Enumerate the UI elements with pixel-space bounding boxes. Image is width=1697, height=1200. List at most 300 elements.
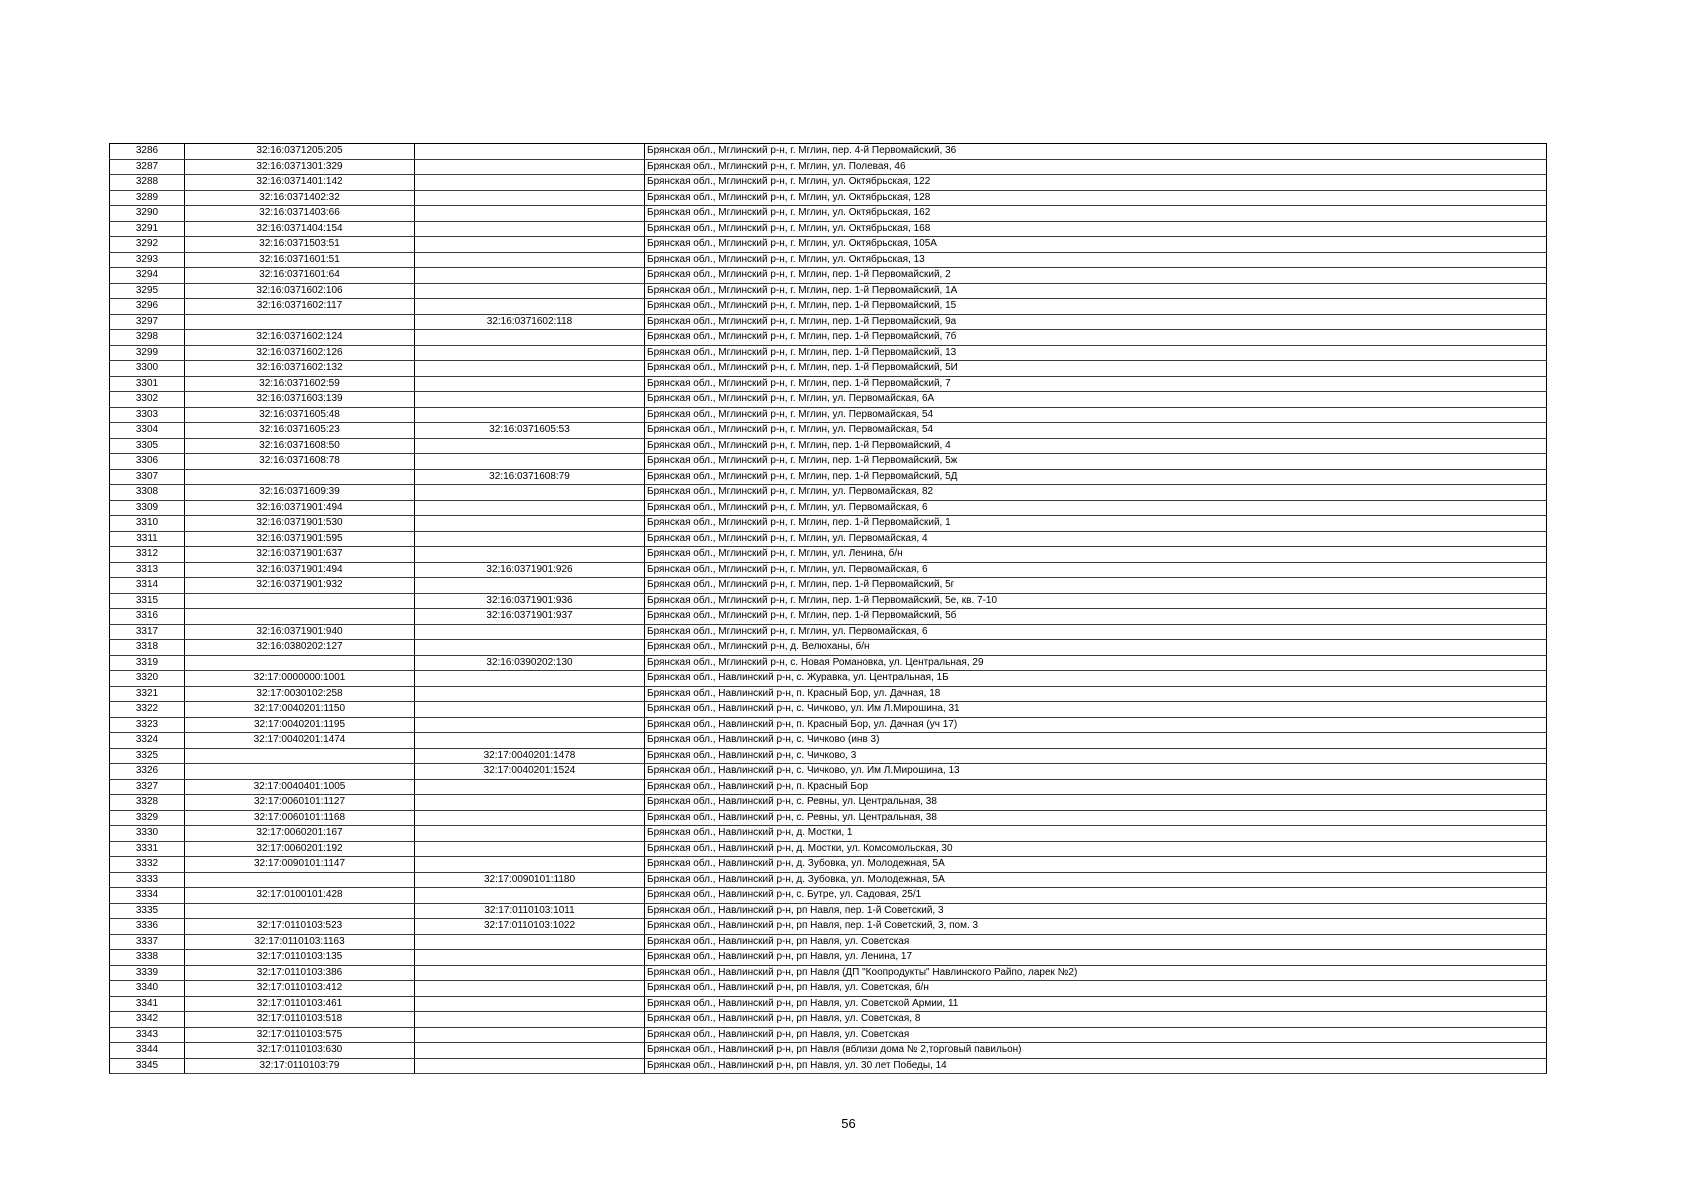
secondary-cadastral-number: [415, 996, 645, 1012]
address-cell: Брянская обл., Навлинский р-н, рп Навля, ул. Советская, 8: [645, 1012, 1547, 1028]
table-row: [110, 655, 1547, 671]
row-number: 3317: [110, 624, 185, 640]
table-row: [110, 159, 1547, 175]
address-cell: Брянская обл., Мглинский р-н, г. Мглин, пер. 1-й Первомайский, 9а: [645, 314, 1547, 330]
cadastral-number: 32:16:0371602:132: [185, 361, 415, 377]
address-cell: Брянская обл., Навлинский р-н, рп Навля, ул. 30 лет Победы, 14: [645, 1058, 1547, 1074]
row-number: 3298: [110, 330, 185, 346]
cadastral-number: 32:17:0060201:167: [185, 826, 415, 842]
secondary-cadastral-number: [415, 934, 645, 950]
address-cell: Брянская обл., Мглинский р-н, г. Мглин, ул. Октябрьская, 105А: [645, 237, 1547, 253]
table-row: [110, 423, 1547, 439]
cadastral-number: 32:16:0371601:51: [185, 252, 415, 268]
cadastral-number: 32:16:0371901:530: [185, 516, 415, 532]
table-row: [110, 547, 1547, 563]
row-number: 3296: [110, 299, 185, 315]
table-row: [110, 516, 1547, 532]
secondary-cadastral-number: 32:16:0371901:937: [415, 609, 645, 625]
address-cell: Брянская обл., Навлинский р-н, с. Чичково, ул. Им Л.Мирошина, 13: [645, 764, 1547, 780]
secondary-cadastral-number: [415, 624, 645, 640]
row-number: 3323: [110, 717, 185, 733]
table-row: [110, 454, 1547, 470]
address-cell: Брянская обл., Мглинский р-н, г. Мглин, ул. Первомайская, 54: [645, 407, 1547, 423]
address-cell: Брянская обл., Навлинский р-н, с. Чичково, ул. Им Л.Мирошина, 31: [645, 702, 1547, 718]
address-cell: Брянская обл., Навлинский р-н, д. Мостки, ул. Комсомольская, 30: [645, 841, 1547, 857]
address-cell: Брянская обл., Навлинский р-н, рп Навля (ДП "Коопродукты" Навлинского Райпо, ларек №2): [645, 965, 1547, 981]
table-row: [110, 903, 1547, 919]
secondary-cadastral-number: [415, 671, 645, 687]
secondary-cadastral-number: 32:17:0040201:1478: [415, 748, 645, 764]
row-number: 3293: [110, 252, 185, 268]
secondary-cadastral-number: 32:16:0371901:926: [415, 562, 645, 578]
address-cell: Брянская обл., Навлинский р-н, д. Зубовка, ул. Молодежная, 5А: [645, 857, 1547, 873]
address-cell: Брянская обл., Мглинский р-н, г. Мглин, ул. Первомайская, 6: [645, 624, 1547, 640]
address-cell: Брянская обл., Мглинский р-н, г. Мглин, пер. 1-й Первомайский, 2: [645, 268, 1547, 284]
secondary-cadastral-number: [415, 516, 645, 532]
row-number: 3291: [110, 221, 185, 237]
registry-table-body: [110, 144, 1547, 1074]
address-cell: Брянская обл., Мглинский р-н, г. Мглин, пер. 1-й Первомайский, 5е, кв. 7-10: [645, 593, 1547, 609]
table-row: [110, 624, 1547, 640]
row-number: 3286: [110, 144, 185, 160]
cadastral-number: 32:17:0110103:1163: [185, 934, 415, 950]
row-number: 3306: [110, 454, 185, 470]
cadastral-number: 32:17:0030102:258: [185, 686, 415, 702]
secondary-cadastral-number: [415, 857, 645, 873]
table-row: [110, 779, 1547, 795]
address-cell: Брянская обл., Мглинский р-н, г. Мглин, пер. 1-й Первомайский, 15: [645, 299, 1547, 315]
row-number: 3328: [110, 795, 185, 811]
row-number: 3299: [110, 345, 185, 361]
cadastral-number: 32:16:0371901:932: [185, 578, 415, 594]
row-number: 3287: [110, 159, 185, 175]
secondary-cadastral-number: [415, 190, 645, 206]
cadastral-number: 32:16:0371603:139: [185, 392, 415, 408]
row-number: 3303: [110, 407, 185, 423]
address-cell: Брянская обл., Мглинский р-н, г. Мглин, пер. 1-й Первомайский, 5б: [645, 609, 1547, 625]
secondary-cadastral-number: [415, 221, 645, 237]
secondary-cadastral-number: [415, 578, 645, 594]
row-number: 3324: [110, 733, 185, 749]
row-number: 3292: [110, 237, 185, 253]
table-row: [110, 609, 1547, 625]
table-row: [110, 748, 1547, 764]
row-number: 3334: [110, 888, 185, 904]
row-number: 3289: [110, 190, 185, 206]
row-number: 3294: [110, 268, 185, 284]
address-cell: Брянская обл., Навлинский р-н, рп Навля (вблизи дома № 2,торговый павильон): [645, 1043, 1547, 1059]
cadastral-number: 32:17:0110103:461: [185, 996, 415, 1012]
address-cell: Брянская обл., Мглинский р-н, г. Мглин, ул. Первомайская, 6А: [645, 392, 1547, 408]
cadastral-number: 32:16:0371901:494: [185, 562, 415, 578]
row-number: 3332: [110, 857, 185, 873]
address-cell: Брянская обл., Навлинский р-н, рп Навля, ул. Советская, б/н: [645, 981, 1547, 997]
table-row: [110, 795, 1547, 811]
secondary-cadastral-number: [415, 407, 645, 423]
cadastral-number: 32:16:0371608:78: [185, 454, 415, 470]
address-cell: Брянская обл., Мглинский р-н, г. Мглин, ул. Октябрьская, 122: [645, 175, 1547, 191]
table-row: [110, 376, 1547, 392]
cadastral-number: 32:16:0371609:39: [185, 485, 415, 501]
cadastral-number: [185, 655, 415, 671]
address-cell: Брянская обл., Навлинский р-н, д. Зубовка, ул. Молодежная, 5А: [645, 872, 1547, 888]
secondary-cadastral-number: [415, 717, 645, 733]
secondary-cadastral-number: [415, 252, 645, 268]
cadastral-number: 32:17:0040401:1005: [185, 779, 415, 795]
address-cell: Брянская обл., Навлинский р-н, п. Красный Бор, ул. Дачная, 18: [645, 686, 1547, 702]
cadastral-number: 32:16:0371608:50: [185, 438, 415, 454]
address-cell: Брянская обл., Мглинский р-н, г. Мглин, пер. 1-й Первомайский, 7: [645, 376, 1547, 392]
table-row: [110, 996, 1547, 1012]
address-cell: Брянская обл., Мглинский р-н, г. Мглин, ул. Первомайская, 4: [645, 531, 1547, 547]
row-number: 3345: [110, 1058, 185, 1074]
table-row: [110, 485, 1547, 501]
address-cell: Брянская обл., Навлинский р-н, с. Ревны, ул. Центральная, 38: [645, 810, 1547, 826]
table-row: [110, 841, 1547, 857]
table-row: [110, 593, 1547, 609]
secondary-cadastral-number: [415, 392, 645, 408]
address-cell: Брянская обл., Мглинский р-н, г. Мглин, ул. Первомайская, 6: [645, 562, 1547, 578]
row-number: 3319: [110, 655, 185, 671]
secondary-cadastral-number: [415, 376, 645, 392]
table-row: [110, 407, 1547, 423]
cadastral-number: [185, 764, 415, 780]
secondary-cadastral-number: [415, 950, 645, 966]
secondary-cadastral-number: 32:16:0371602:118: [415, 314, 645, 330]
address-cell: Брянская обл., Навлинский р-н, рп Навля, пер. 1-й Советский, 3, пом. 3: [645, 919, 1547, 935]
address-cell: Брянская обл., Навлинский р-н, рп Навля, пер. 1-й Советский, 3: [645, 903, 1547, 919]
cadastral-number: [185, 314, 415, 330]
secondary-cadastral-number: [415, 144, 645, 160]
cadastral-number: 32:16:0371401:142: [185, 175, 415, 191]
table-row: [110, 826, 1547, 842]
secondary-cadastral-number: [415, 438, 645, 454]
row-number: 3290: [110, 206, 185, 222]
row-number: 3342: [110, 1012, 185, 1028]
table-row: [110, 361, 1547, 377]
table-row: [110, 671, 1547, 687]
row-number: 3304: [110, 423, 185, 439]
secondary-cadastral-number: [415, 330, 645, 346]
table-row: [110, 175, 1547, 191]
table-row: [110, 206, 1547, 222]
address-cell: Брянская обл., Навлинский р-н, с. Журавка, ул. Центральная, 1Б: [645, 671, 1547, 687]
cadastral-number: 32:17:0110103:518: [185, 1012, 415, 1028]
cadastral-number: 32:17:0110103:79: [185, 1058, 415, 1074]
cadastral-number: 32:16:0371602:124: [185, 330, 415, 346]
cadastral-number: 32:16:0371605:23: [185, 423, 415, 439]
cadastral-number: 32:16:0371503:51: [185, 237, 415, 253]
address-cell: Брянская обл., Мглинский р-н, г. Мглин, пер. 1-й Первомайский, 5г: [645, 578, 1547, 594]
address-cell: Брянская обл., Навлинский р-н, рп Навля, ул. Ленина, 17: [645, 950, 1547, 966]
secondary-cadastral-number: 32:16:0371605:53: [415, 423, 645, 439]
address-cell: Брянская обл., Мглинский р-н, г. Мглин, ул. Первомайская, 82: [645, 485, 1547, 501]
table-row: [110, 640, 1547, 656]
address-cell: Брянская обл., Мглинский р-н, г. Мглин, ул. Октябрьская, 128: [645, 190, 1547, 206]
cadastral-number: 32:16:0371402:32: [185, 190, 415, 206]
address-cell: Брянская обл., Мглинский р-н, г. Мглин, ул. Первомайская, 54: [645, 423, 1547, 439]
secondary-cadastral-number: [415, 485, 645, 501]
cadastral-number: [185, 609, 415, 625]
secondary-cadastral-number: 32:17:0110103:1022: [415, 919, 645, 935]
row-number: 3321: [110, 686, 185, 702]
table-row: [110, 1027, 1547, 1043]
secondary-cadastral-number: [415, 965, 645, 981]
cadastral-number: 32:16:0371205:205: [185, 144, 415, 160]
table-row: [110, 1012, 1547, 1028]
row-number: 3327: [110, 779, 185, 795]
row-number: 3339: [110, 965, 185, 981]
cadastral-number: 32:17:0000000:1001: [185, 671, 415, 687]
row-number: 3316: [110, 609, 185, 625]
secondary-cadastral-number: [415, 159, 645, 175]
secondary-cadastral-number: [415, 981, 645, 997]
table-row: [110, 283, 1547, 299]
secondary-cadastral-number: [415, 500, 645, 516]
secondary-cadastral-number: [415, 237, 645, 253]
table-row: [110, 562, 1547, 578]
table-row: [110, 221, 1547, 237]
secondary-cadastral-number: [415, 361, 645, 377]
secondary-cadastral-number: [415, 268, 645, 284]
cadastral-number: 32:17:0110103:523: [185, 919, 415, 935]
cadastral-number: [185, 469, 415, 485]
table-row: [110, 469, 1547, 485]
cadastral-number: 32:17:0060101:1168: [185, 810, 415, 826]
table-row: [110, 764, 1547, 780]
secondary-cadastral-number: [415, 779, 645, 795]
row-number: 3331: [110, 841, 185, 857]
row-number: 3341: [110, 996, 185, 1012]
table-row: [110, 392, 1547, 408]
row-number: 3329: [110, 810, 185, 826]
row-number: 3297: [110, 314, 185, 330]
secondary-cadastral-number: [415, 733, 645, 749]
cadastral-number: 32:16:0371301:329: [185, 159, 415, 175]
row-number: 3313: [110, 562, 185, 578]
address-cell: Брянская обл., Мглинский р-н, г. Мглин, ул. Октябрьская, 168: [645, 221, 1547, 237]
secondary-cadastral-number: [415, 175, 645, 191]
address-cell: Брянская обл., Навлинский р-н, с. Чичково (инв 3): [645, 733, 1547, 749]
secondary-cadastral-number: 32:17:0110103:1011: [415, 903, 645, 919]
table-row: [110, 237, 1547, 253]
address-cell: Брянская обл., Мглинский р-н, г. Мглин, пер. 1-й Первомайский, 4: [645, 438, 1547, 454]
table-row: [110, 500, 1547, 516]
cadastral-number: 32:16:0371403:66: [185, 206, 415, 222]
table-row: [110, 888, 1547, 904]
row-number: 3305: [110, 438, 185, 454]
table-row: [110, 1043, 1547, 1059]
table-row: [110, 252, 1547, 268]
cadastral-number: [185, 748, 415, 764]
secondary-cadastral-number: [415, 547, 645, 563]
address-cell: Брянская обл., Мглинский р-н, г. Мглин, ул. Октябрьская, 13: [645, 252, 1547, 268]
address-cell: Брянская обл., Мглинский р-н, г. Мглин, пер. 1-й Первомайский, 1: [645, 516, 1547, 532]
secondary-cadastral-number: 32:17:0040201:1524: [415, 764, 645, 780]
address-cell: Брянская обл., Навлинский р-н, рп Навля, ул. Советская: [645, 934, 1547, 950]
address-cell: Брянская обл., Мглинский р-н, г. Мглин, ул. Полевая, 46: [645, 159, 1547, 175]
table-row: [110, 686, 1547, 702]
table-row: [110, 733, 1547, 749]
secondary-cadastral-number: [415, 531, 645, 547]
row-number: 3307: [110, 469, 185, 485]
table-row: [110, 965, 1547, 981]
address-cell: Брянская обл., Мглинский р-н, г. Мглин, пер. 1-й Первомайский, 5Д: [645, 469, 1547, 485]
cadastral-number: 32:16:0371602:126: [185, 345, 415, 361]
row-number: 3330: [110, 826, 185, 842]
row-number: 3322: [110, 702, 185, 718]
address-cell: Брянская обл., Мглинский р-н, г. Мглин, пер. 1-й Первомайский, 13: [645, 345, 1547, 361]
cadastral-number: 32:17:0040201:1150: [185, 702, 415, 718]
secondary-cadastral-number: [415, 640, 645, 656]
row-number: 3335: [110, 903, 185, 919]
secondary-cadastral-number: [415, 454, 645, 470]
secondary-cadastral-number: [415, 810, 645, 826]
row-number: 3343: [110, 1027, 185, 1043]
cadastral-number: 32:16:0371602:106: [185, 283, 415, 299]
cadastral-number: 32:17:0110103:412: [185, 981, 415, 997]
table-row: [110, 810, 1547, 826]
cadastral-number: 32:17:0060201:192: [185, 841, 415, 857]
cadastral-number: 32:16:0371901:637: [185, 547, 415, 563]
secondary-cadastral-number: [415, 888, 645, 904]
address-cell: Брянская обл., Навлинский р-н, рп Навля, ул. Советская: [645, 1027, 1547, 1043]
address-cell: Брянская обл., Мглинский р-н, г. Мглин, пер. 1-й Первомайский, 7б: [645, 330, 1547, 346]
row-number: 3314: [110, 578, 185, 594]
address-cell: Брянская обл., Навлинский р-н, рп Навля, ул. Советской Армии, 11: [645, 996, 1547, 1012]
row-number: 3326: [110, 764, 185, 780]
address-cell: Брянская обл., Мглинский р-н, г. Мглин, ул. Октябрьская, 162: [645, 206, 1547, 222]
cadastral-number: 32:16:0371605:48: [185, 407, 415, 423]
row-number: 3311: [110, 531, 185, 547]
table-row: [110, 144, 1547, 160]
row-number: 3310: [110, 516, 185, 532]
secondary-cadastral-number: 32:16:0390202:130: [415, 655, 645, 671]
row-number: 3336: [110, 919, 185, 935]
secondary-cadastral-number: [415, 841, 645, 857]
secondary-cadastral-number: [415, 206, 645, 222]
table-row: [110, 1058, 1547, 1074]
cadastral-number: 32:17:0060101:1127: [185, 795, 415, 811]
table-row: [110, 314, 1547, 330]
table-row: [110, 531, 1547, 547]
cadastral-number: 32:16:0371901:595: [185, 531, 415, 547]
table-row: [110, 919, 1547, 935]
secondary-cadastral-number: [415, 283, 645, 299]
table-row: [110, 981, 1547, 997]
address-cell: Брянская обл., Мглинский р-н, г. Мглин, пер. 4-й Первомайский, 36: [645, 144, 1547, 160]
cadastral-number: 32:17:0110103:386: [185, 965, 415, 981]
address-cell: Брянская обл., Мглинский р-н, г. Мглин, ул. Первомайская, 6: [645, 500, 1547, 516]
row-number: 3318: [110, 640, 185, 656]
secondary-cadastral-number: [415, 795, 645, 811]
table-row: [110, 299, 1547, 315]
secondary-cadastral-number: [415, 686, 645, 702]
cadastral-number: [185, 903, 415, 919]
secondary-cadastral-number: [415, 299, 645, 315]
cadastral-number: 32:16:0371601:64: [185, 268, 415, 284]
address-cell: Брянская обл., Мглинский р-н, г. Мглин, пер. 1-й Первомайский, 5И: [645, 361, 1547, 377]
address-cell: Брянская обл., Мглинский р-н, д. Велюханы, б/н: [645, 640, 1547, 656]
cadastral-number: 32:16:0380202:127: [185, 640, 415, 656]
secondary-cadastral-number: 32:16:0371608:79: [415, 469, 645, 485]
cadastral-number: 32:16:0371901:940: [185, 624, 415, 640]
row-number: 3308: [110, 485, 185, 501]
cadastral-number: 32:16:0371404:154: [185, 221, 415, 237]
address-cell: Брянская обл., Мглинский р-н, г. Мглин, пер. 1-й Первомайский, 1А: [645, 283, 1547, 299]
address-cell: Брянская обл., Навлинский р-н, п. Красный Бор, ул. Дачная (уч 17): [645, 717, 1547, 733]
row-number: 3301: [110, 376, 185, 392]
address-cell: Брянская обл., Навлинский р-н, с. Ревны, ул. Центральная, 38: [645, 795, 1547, 811]
cadastral-number: 32:17:0110103:575: [185, 1027, 415, 1043]
row-number: 3309: [110, 500, 185, 516]
cadastral-number: 32:17:0110103:135: [185, 950, 415, 966]
row-number: 3344: [110, 1043, 185, 1059]
row-number: 3338: [110, 950, 185, 966]
cadastral-number: 32:17:0110103:630: [185, 1043, 415, 1059]
cadastral-number: 32:16:0371602:117: [185, 299, 415, 315]
secondary-cadastral-number: [415, 1012, 645, 1028]
table-row: [110, 872, 1547, 888]
cadastral-number: 32:17:0100101:428: [185, 888, 415, 904]
row-number: 3295: [110, 283, 185, 299]
cadastral-number: [185, 872, 415, 888]
table-row: [110, 578, 1547, 594]
cadastral-number: 32:17:0090101:1147: [185, 857, 415, 873]
address-cell: Брянская обл., Навлинский р-н, с. Бутре, ул. Садовая, 25/1: [645, 888, 1547, 904]
table-row: [110, 345, 1547, 361]
table-row: [110, 438, 1547, 454]
address-cell: Брянская обл., Навлинский р-н, п. Красный Бор: [645, 779, 1547, 795]
cadastral-number: [185, 593, 415, 609]
address-cell: Брянская обл., Навлинский р-н, с. Чичково, 3: [645, 748, 1547, 764]
table-row: [110, 330, 1547, 346]
row-number: 3288: [110, 175, 185, 191]
table-row: [110, 268, 1547, 284]
row-number: 3302: [110, 392, 185, 408]
row-number: 3337: [110, 934, 185, 950]
page-number: 56: [841, 1116, 856, 1131]
address-cell: Брянская обл., Навлинский р-н, д. Мостки, 1: [645, 826, 1547, 842]
row-number: 3315: [110, 593, 185, 609]
registry-table: [109, 143, 1547, 1074]
row-number: 3340: [110, 981, 185, 997]
secondary-cadastral-number: [415, 1027, 645, 1043]
row-number: 3312: [110, 547, 185, 563]
cadastral-number: 32:16:0371602:59: [185, 376, 415, 392]
row-number: 3333: [110, 872, 185, 888]
row-number: 3320: [110, 671, 185, 687]
secondary-cadastral-number: 32:16:0371901:936: [415, 593, 645, 609]
secondary-cadastral-number: [415, 345, 645, 361]
table-row: [110, 857, 1547, 873]
cadastral-number: 32:17:0040201:1474: [185, 733, 415, 749]
secondary-cadastral-number: [415, 1058, 645, 1074]
secondary-cadastral-number: 32:17:0090101:1180: [415, 872, 645, 888]
cadastral-number: 32:17:0040201:1195: [185, 717, 415, 733]
secondary-cadastral-number: [415, 1043, 645, 1059]
row-number: 3300: [110, 361, 185, 377]
address-cell: Брянская обл., Мглинский р-н, г. Мглин, пер. 1-й Первомайский, 5ж: [645, 454, 1547, 470]
table-row: [110, 190, 1547, 206]
table-row: [110, 717, 1547, 733]
cadastral-number: 32:16:0371901:494: [185, 500, 415, 516]
table-row: [110, 702, 1547, 718]
secondary-cadastral-number: [415, 702, 645, 718]
row-number: 3325: [110, 748, 185, 764]
secondary-cadastral-number: [415, 826, 645, 842]
address-cell: Брянская обл., Мглинский р-н, г. Мглин, ул. Ленина, б/н: [645, 547, 1547, 563]
